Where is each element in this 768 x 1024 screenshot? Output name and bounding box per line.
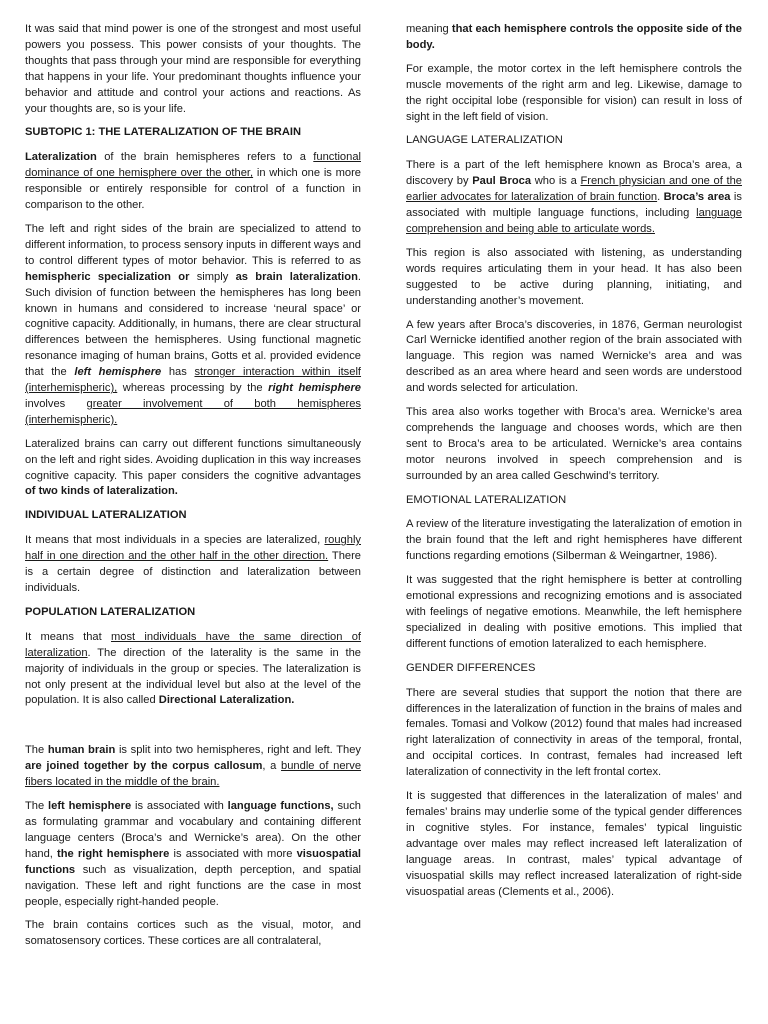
contralateral-paragraph (406, 22, 742, 54)
text-run: is associated with more (169, 847, 297, 860)
text-run: , a (262, 760, 282, 773)
individual-lateralization-paragraph (25, 533, 361, 597)
wernicke-paragraph: A few years after Broca’s discoveries, in 1876, German neurologist Carl Wernicke identified another region of the brain associated with language. This region was named Wernicke’s area and was described as an area where heard and seen words are understood and words selected for articulation. (406, 318, 742, 395)
text-run: of the brain hemispheres refers to a (96, 151, 314, 164)
bold-text: Lateralization (25, 151, 97, 164)
bold-text: Broca’s area (663, 191, 731, 204)
motor-cortex-paragraph: For example, the motor cortex in the left hemisphere controls the muscle movements of the right arm and leg. Likewise, damage to the right occipital lobe (responsible for vision) can result in loss of sight in the left field of vision. (406, 62, 742, 123)
bold-text: of two kinds of lateralization. (25, 485, 178, 498)
right-column (406, 22, 742, 908)
underlined-text: roughly half in one direction and the other half in the other direction. (25, 534, 361, 563)
language-lateralization-heading: LANGUAGE LATERALIZATION (406, 134, 563, 147)
bold-text: are joined together by the corpus callosum (25, 760, 263, 773)
wernicke-area-paragraph: This area also works together with Broca’s area. Wernicke’s area comprehends the language and chooses words, which are then sent to Broca’s area to be articulated. Wernicke’s area contains motor neurons involved in speech comprehension and is surrounded by an area called Geschwind’s territory. (406, 406, 742, 482)
text-run: The left and right sides of the brain are specialized to attend to different information, to process sensory inputs in different ways and to control different types of motor behavior. This is referred to as (25, 222, 361, 267)
hemispheric-specialization-paragraph (25, 222, 361, 429)
intro-paragraph: It was said that mind power is one of the strongest and most useful powers you possess. This power consists of your thoughts. The thoughts that pass through your mind are responsible for everything that happens in your life. Your predominant thoughts influence your behavior and attitude and control your actions and reactions. As your thoughts are, so is your life. (25, 23, 361, 115)
underlined-text: language comprehension and being able to articulate words. (406, 207, 742, 235)
underlined-text: stronger interaction within itself (interhemispheric), (25, 366, 362, 395)
bold-text: that each hemisphere controls the opposite side of the body. (406, 23, 742, 51)
text-run: There is a certain degree of distinction and lateralization between individuals. (25, 550, 362, 594)
underlined-text: French physician and one of the earlier advocates for lateralization of brain function (406, 175, 742, 204)
text-run: . Such division of function between the hemispheres has long been known in humans and considered to increase ‘neural space’ or cognitive capacity. Additionally, in humans, there are clear structural differences between the hemispheres. Using functional magnetic resonance imaging of human brains, Gotts et al. provided evidence that the (25, 270, 361, 379)
text-run: It means that most individuals in a species are lateralized, (25, 534, 325, 547)
underlined-text: functional dominance of one hemisphere over the other, (25, 151, 361, 180)
bold-text: Directional Lateralization. (158, 694, 295, 707)
left-column (25, 22, 361, 958)
text-run: has (161, 366, 195, 379)
gender-cognitive-styles-paragraph: It is suggested that differences in the lateralization of males’ and females’ brains may underlie some of the typical gender differences in cognitive styles. For instance, females’ typical linguistic advantage over males may reflect increased left lateralization of language areas. In contrast, males’ typical advantage of visuospatial skills may reflect increased lateralization of right-side visuospatial areas (Clements et al., 2006). (406, 790, 742, 898)
underlined-text: bundle of nerve fibers located in the middle of the brain. (25, 760, 362, 789)
right-hemisphere-emotion-paragraph: It was suggested that the right hemisphere is better at controlling emotional expressions and recognizing emotions and is associated with feelings of negative emotions. Meanwhile, the left hemisphere specialized in dealing with positive emotions. This implied that different functions of emotion lateralized to each hemisphere. (406, 574, 742, 650)
text-run: The (25, 744, 48, 757)
cortices-paragraph: The brain contains cortices such as the visual, motor, and somatosensory cortices. These cortices are all contralateral, (25, 919, 361, 948)
text-run: in which one is more responsible or entirely responsible for control of a function in comparison to the other. (25, 167, 361, 212)
lateralized-brains-paragraph (25, 437, 361, 501)
text-run: such as visualization, depth perception, and spatial navigation. These left and right functions are the case in most people, especially right-handed people. (25, 863, 361, 908)
text-run: who is a (531, 175, 581, 188)
population-lateralization-paragraph (25, 630, 361, 710)
text-run: It means that (25, 630, 111, 643)
lateralization-definition-paragraph (25, 150, 361, 214)
emotion-review-paragraph: A review of the literature investigating the lateralization of emotion in the brain found that the left and right hemispheres have different functions regarding emotions (Silberman & Weingartner, 1986). (406, 518, 742, 563)
individual-lateralization-heading: INDIVIDUAL LATERALIZATION (25, 509, 187, 522)
text-run: . (657, 191, 664, 204)
spacer (25, 717, 361, 743)
text-run: The (25, 800, 49, 813)
underlined-text: greater involvement of both hemispheres (interhemispheric). (25, 397, 361, 426)
brocas-area-paragraph (406, 158, 742, 238)
text-run: simply (189, 270, 236, 283)
text-run: . The direction of the laterality is the same in the majority of individuals in the group or species. The lateralization is not only present at the individual level but also at the level of the population. It is also called (25, 646, 361, 707)
bold-text: human brain (47, 744, 116, 757)
text-run: There is a part of the left hemisphere known as Broca’s area, a discovery by (406, 159, 742, 188)
population-lateralization-heading: POPULATION LATERALIZATION (25, 605, 196, 618)
text-run: meaning (406, 23, 452, 35)
bold-italic-text: right hemisphere (268, 382, 361, 395)
bold-text: Paul Broca (472, 175, 532, 188)
hemisphere-functions-paragraph (25, 799, 361, 910)
bold-text: visuospatial functions (25, 847, 361, 876)
text-run: whereas processing by the (117, 382, 269, 395)
emotional-lateralization-heading: EMOTIONAL LATERALIZATION (406, 493, 567, 506)
text-run: involves (25, 397, 87, 410)
text-run: is associated with multiple language functions, including (406, 191, 742, 220)
gender-differences-heading: GENDER DIFFERENCES (406, 661, 536, 674)
bold-italic-text: left hemisphere (74, 366, 162, 379)
human-brain-paragraph (25, 743, 361, 791)
bold-text: as brain lateralization (235, 270, 358, 283)
listening-paragraph: This region is also associated with listening, as understanding words requires articulating them in your head. It has also been suggested to be active during planning, initiating, and understanding another’s movement. (406, 246, 742, 307)
text-run: is split into two hemispheres, right and left. They (115, 744, 362, 757)
text-run: Lateralized brains can carry out different functions simultaneously on the left and right sides. Avoiding duplication in this way increases cognitive capacity. This paper considers the cognitive advantages (25, 437, 361, 482)
bold-text: the right hemisphere (57, 847, 170, 860)
bold-text: hemispheric specialization or (25, 270, 190, 283)
text-run: such as formulating grammar and vocabulary and containing different language centers (Broca’s and Wernicke’s area). On the other hand, (25, 800, 362, 860)
underlined-text: most individuals have the same direction of lateralization (25, 630, 362, 659)
gender-studies-paragraph: There are several studies that support the notion that there are differences in the lateralization of function in the brains of males and females. Tomasi and Volkow (2012) found that males had increased right lateralization of connectivity in areas of the temporal, frontal, and occipital cortices. In contrast, females had increased left lateralization of connectivity in the left frontal cortex. (406, 686, 742, 779)
bold-text: left hemisphere (48, 800, 132, 813)
text-run: is associated with (131, 800, 228, 813)
bold-text: language functions, (227, 800, 334, 813)
subtopic-heading: SUBTOPIC 1: THE LATERALIZATION OF THE BRAIN (25, 126, 302, 139)
